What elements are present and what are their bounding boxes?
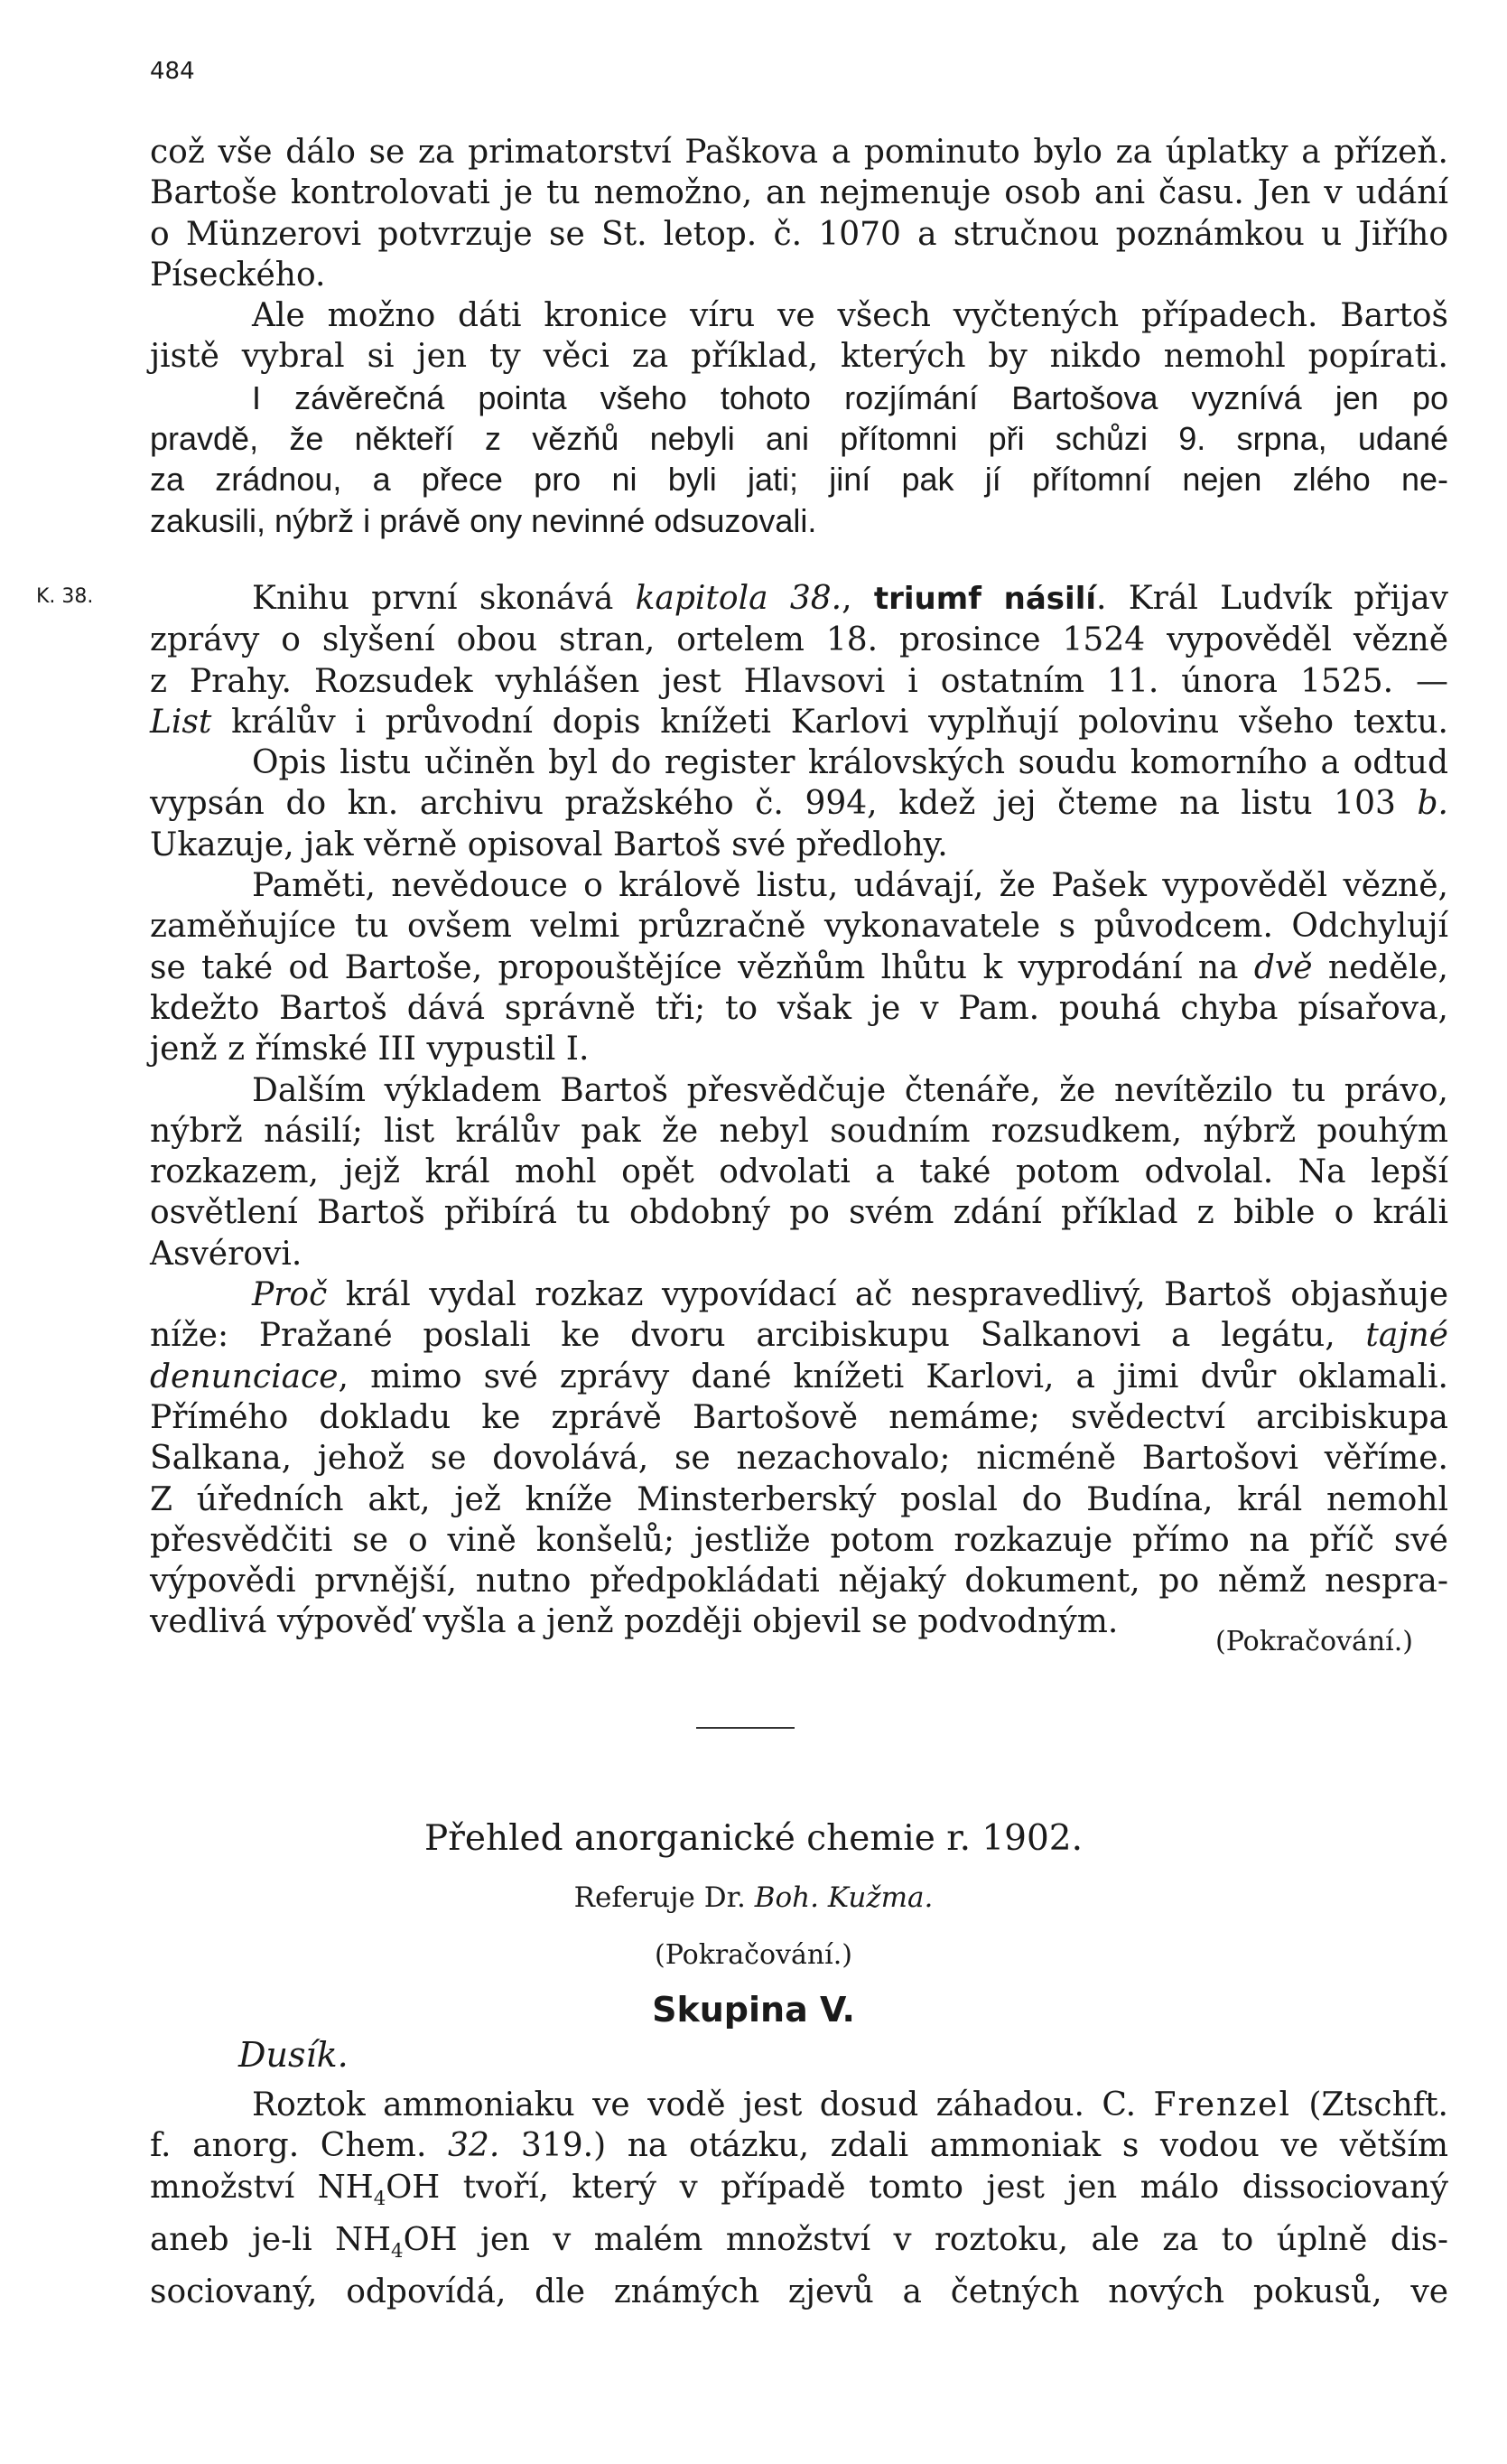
text-line: za zrádnou, a přece pro ni byli jati; jiní pak jí přítomní nejen zlého ne- [150,461,1448,499]
text-line: Proč král vydal rozkaz vypovídací ač nespravedlivý, Bartoš objasňuje [252,1276,1448,1314]
group-heading: Skupina V. [652,1990,855,2030]
text-line: Paměti, nevědouce o králově listu, udávají, že Pašek vypověděl vězně, [252,867,1448,905]
text-line: nýbrž násilí; list králův pak že nebyl soudním rozsudkem, nýbrž pouhým [150,1112,1448,1150]
text-line: Píseckého. [150,256,326,294]
text-line: f. anorg. Chem. 32. 319.) na otázku, zdali ammoniak s vodou ve větším [150,2127,1448,2165]
text-line: I závěrečná pointa všeho tohoto rozjímání Bartošova vyznívá jen po [252,378,1448,416]
subsection-heading: Dusík. [238,2035,349,2075]
text-line: což vše dálo se za primatorství Paškova a pominuto bylo za úplatky a přízeň. [150,134,1448,171]
text-line: zprávy o slyšení obou stran, ortelem 18. prosince 1524 vypověděl vězně [150,621,1448,659]
text-line: List králův i průvodní dopis knížeti Karlovi vyplňují polovinu všeho textu. [150,703,1448,741]
text-line: Knihu první skonává kapitola 38., triumf násilí. Král Ludvík přijav [252,580,1448,617]
text-line: vypsán do kn. archivu pražského č. 994, kdež jej čteme na listu 103 b. [150,785,1448,823]
paragraph-block-2 [150,578,1448,1643]
text-line: Přímého dokladu ke zprávě Bartošově nemáme; svědectví arcibiskupa [150,1398,1448,1436]
text-line: kdežto Bartoš dává správně tři; to však je v Pam. pouhá chyba písařova, [150,989,1448,1027]
text-line: Bartoše kontrolovati je tu nemožno, an nejmenuje osob ani času. Jen v udání [150,174,1448,212]
text-line: rozkazem, jejž král mohl opět odvolati a také potom odvolal. Na lepší [150,1153,1448,1191]
text-line: Asvérovi. [150,1235,302,1273]
text-line: Z úředních akt, jež kníže Minsterberský poslal do Budína, král nemohl [150,1480,1448,1518]
text-line: přesvědčiti se o vině konšelů; jestliže potom rozkazuje přímo na příč své [150,1521,1448,1559]
text-line: sociovaný, odpovídá, dle známých zjevů a četných nových pokusů, ve [150,2273,1448,2311]
text-line: Opis listu učiněn byl do register královských soudu komorního a odtud [252,744,1448,782]
text-line: o Münzerovi potvrzuje se St. letop. č. 1070 a stručnou poznámkou u Jiřího [150,215,1448,253]
section-divider [696,1727,795,1729]
continued-note: (Pokračování.) [1215,1626,1413,1657]
page-number: 484 [150,58,195,85]
text-line: zakusili, nýbrž i právě ony nevinné odsuzovali. [150,501,817,539]
text-line: jistě vybral si jen ty věci za příklad, kterých by nikdo nemohl popírati. [150,338,1448,376]
text-line: Roztok ammoniaku ve vodě jest dosud záhadou. C. Frenzel (Ztschft. [252,2086,1448,2123]
text-line: množství $NH_4OH$ tvoří, který v případě tomto jest jen málo dissociovaný [150,2168,1448,2210]
text-line: zaměňujíce tu ovšem velmi průzračně vykonavatele s původcem. Odchylují [150,908,1448,946]
article-continued: (Pokračování.) [655,1939,852,1971]
text-line: Dalším výkladem Bartoš přesvědčuje čtenáře, že nevítězilo tu právo, [252,1071,1448,1109]
text-line: osvětlení Bartoš přibírá tu obdobný po svém zdání příklad z bible o králi [150,1194,1448,1232]
text-line: se také od Bartoše, propouštějíce vězňům lhůtu k vyprodání na dvě neděle, [150,948,1448,986]
text-line: níže: Pražané poslali ke dvoru arcibiskupu Salkanovi a legátu, tajné [150,1317,1448,1355]
article-reporter: Referuje Dr. Boh. Kužma. [573,1881,934,1914]
paragraph-block-1 [150,132,1448,541]
text-line: pravdě, že někteří z vězňů nebyli ani přítomni při schůzi 9. srpna, udané [150,420,1448,458]
article-title: Přehled anorganické chemie r. 1902. [423,1818,1084,1859]
text-line: vedlivá výpověď vyšla a jenž později objevil se podvodným. [150,1603,1119,1641]
text-line: Ale možno dáti kronice víru ve všech vyčtených případech. Bartoš [252,297,1448,335]
paragraph-block-3 [150,2085,1448,2313]
text-line: z Prahy. Rozsudek vyhlášen jest Hlavsovi i ostatním 11. února 1525. — [150,662,1448,700]
text-line: denunciace, mimo své zprávy dané knížeti Karlovi, a jimi dvůr oklamali. [150,1358,1448,1395]
margin-note: K. 38. [36,585,94,608]
text-line: jenž z římské III vypustil I. [150,1031,590,1069]
text-line: Salkana, jehož se dovolává, se nezachovalo; nicméně Bartošovi věříme. [150,1440,1448,1478]
text-line: aneb je-li $NH_4OH$ jen v malém množství v roztoku, ale za to úplně dis- [150,2220,1448,2263]
text-line: výpovědi prvnější, nutno předpokládati nějaký dokument, po němž nespra- [150,1563,1448,1601]
text-line: Ukazuje, jak věrně opisoval Bartoš své předlohy. [150,826,948,863]
